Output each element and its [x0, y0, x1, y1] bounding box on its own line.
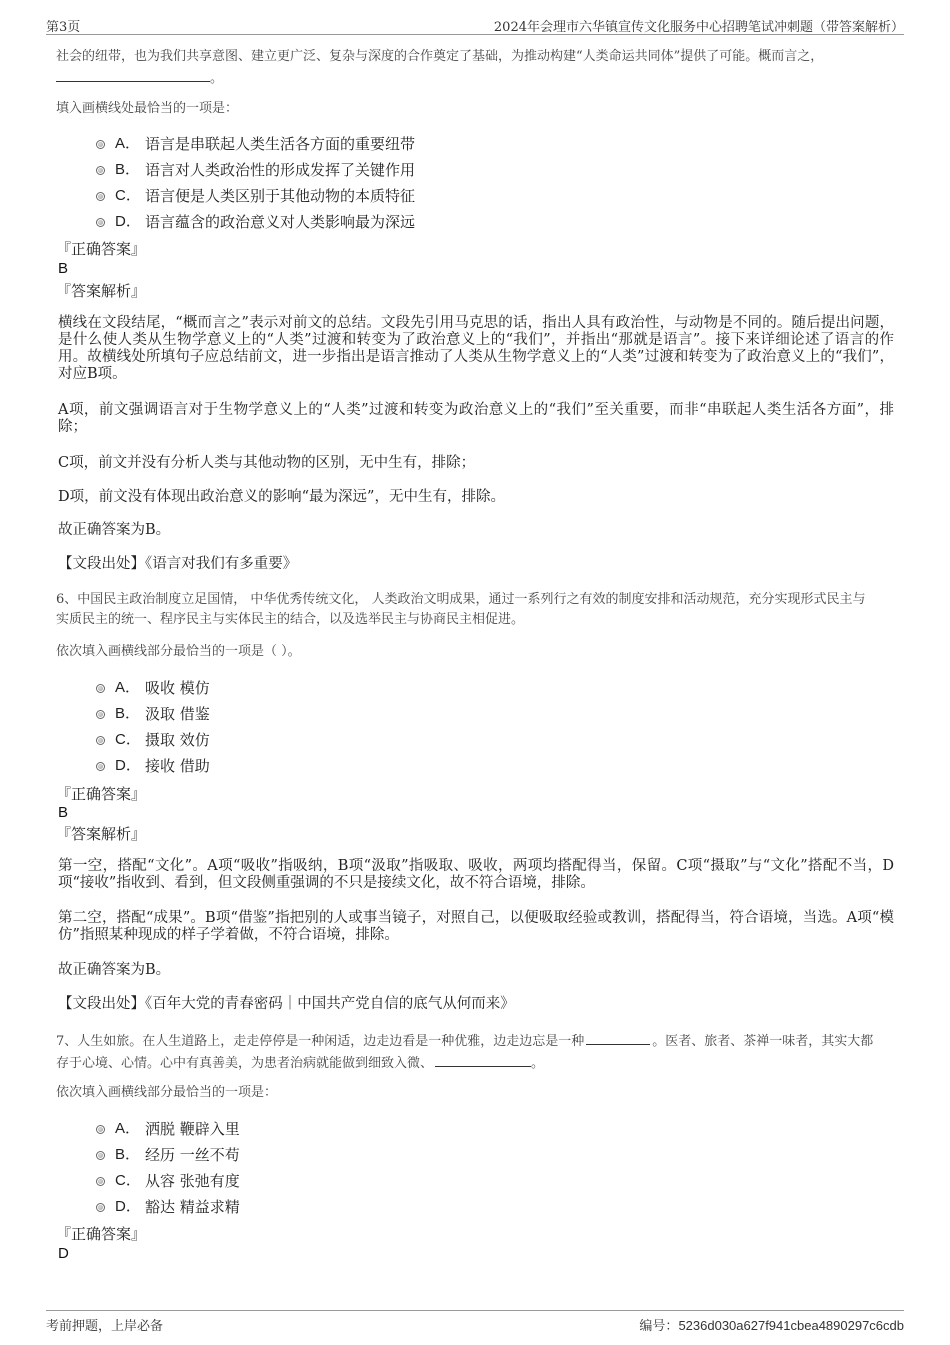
option-text: 语言蕴含的政治意义对人类影响最为深远 [145, 213, 416, 231]
radio-icon[interactable] [96, 684, 105, 693]
radio-icon[interactable] [96, 1203, 105, 1212]
q7-prompt: 依次填入画横线部分最恰当的一项是： [56, 1085, 278, 1100]
footer-code-label: 编号： [639, 1319, 679, 1334]
q5-source: 【文段出处】《语言对我们有多重要》 [58, 556, 298, 572]
option-text: 吸收 模仿 [145, 679, 210, 697]
q6-analysis-label: 『答案解析』 [56, 825, 147, 843]
option-letter: D． [115, 1198, 141, 1215]
q5-answer: B [58, 260, 69, 277]
radio-icon[interactable] [96, 166, 105, 175]
option-letter: C． [115, 731, 141, 748]
q7-blank-1 [586, 1030, 650, 1045]
option-letter: A． [115, 679, 141, 696]
q5-answer-label: 『正确答案』 [56, 240, 147, 258]
q5-analysis-label: 『答案解析』 [56, 282, 147, 300]
option-text: 语言是串联起人类生活各方面的重要纽带 [145, 135, 416, 153]
option-letter: B． [115, 705, 141, 722]
q7-stem-line2-a: 存于心境、心情。心中有真善美，为患者治病就能做到细致入微、 [56, 1056, 434, 1071]
q5-intro-line1: 社会的纽带，也为我们共享意图、建立更广泛、复杂与深度的合作奠定了基础，为推动构建“人类命运共同体”提供了可能。概而言之， [56, 49, 824, 64]
q5-analysis-5: 故正确答案为B。 [58, 522, 171, 538]
q7-stem-line2-b: 。 [531, 1056, 545, 1071]
footer-slogan: 考前押题，上岸必备 [46, 1319, 164, 1334]
page-number: 第3页 [46, 20, 81, 35]
q5-analysis-4: D项，前文没有体现出政治意义的影响“最为深远”，无中生有，排除。 [58, 489, 505, 505]
page-footer [46, 1310, 904, 1335]
q7-answer-label: 『正确答案』 [56, 1225, 147, 1243]
page-header [46, 14, 904, 35]
footer-code-value: 5236d030a627f941cbea4890297c6cdb [678, 1318, 904, 1333]
option-text: 经历 一丝不苟 [145, 1146, 240, 1164]
option-text: 汲取 借鉴 [145, 705, 210, 723]
radio-icon[interactable] [96, 736, 105, 745]
q6-source: 【文段出处】《百年大党的青春密码｜中国共产党自信的底气从何而来》 [58, 996, 515, 1012]
option-text: 接收 借助 [145, 757, 210, 775]
document-title: 2024年会理市六华镇宣传文化服务中心招聘笔试冲刺题（带答案解析） [493, 20, 904, 35]
option-text: 从容 张弛有度 [145, 1172, 240, 1190]
option-letter: D． [115, 757, 141, 774]
option-text: 洒脱 鞭辟入里 [145, 1120, 240, 1138]
option-letter: B． [115, 1146, 141, 1163]
radio-icon[interactable] [96, 1151, 105, 1160]
radio-icon[interactable] [96, 192, 105, 201]
radio-icon[interactable] [96, 710, 105, 719]
radio-icon[interactable] [96, 218, 105, 227]
q6-stem-line1: 6、中国民主政治制度立足国情， 中华优秀传统文化， 人类政治文明成果，通过一系列行之有效的制度安排和活动规范，充分实现形式民主与 [56, 592, 866, 607]
radio-icon[interactable] [96, 140, 105, 149]
q6-analysis-3: 故正确答案为B。 [58, 962, 171, 978]
option-text: 语言对人类政治性的形成发挥了关键作用 [145, 161, 416, 179]
q5-analysis-2: A项，前文强调语言对于生物学意义上的“人类”过渡和转变为政治意义上的“我们”至关重要，而非“串联起人类生活各方面”，排除； [58, 402, 894, 435]
q7-stem [56, 1030, 906, 1074]
q6-stem [56, 590, 906, 630]
q5-prompt: 填入画横线处最恰当的一项是： [56, 101, 239, 116]
q5-intro-tail: 。 [210, 71, 224, 86]
q7-stem-line1-b: 。医者、旅者、茶禅一味者，其实大都 [652, 1034, 874, 1049]
q5-blank [56, 67, 210, 82]
q6-answer-label: 『正确答案』 [56, 785, 147, 803]
option-letter: A． [115, 1120, 141, 1137]
radio-icon[interactable] [96, 762, 105, 771]
q5-intro [56, 47, 906, 89]
q5-analysis-3: C项，前文并没有分析人类与其他动物的区别，无中生有，排除； [58, 455, 476, 471]
q7-answer: D [58, 1245, 69, 1262]
radio-icon[interactable] [96, 1177, 105, 1186]
q6-stem-line2: 实质民主的统一、程序民主与实体民主的结合，以及选举民主与协商民主相促进。 [56, 612, 525, 627]
option-letter: B． [115, 161, 141, 178]
q6-answer: B [58, 804, 69, 821]
option-text: 语言便是人类区别于其他动物的本质特征 [145, 187, 416, 205]
q6-analysis-1: 第一空，搭配“文化”。A项“吸收”指吸纳，B项“汲取”指吸取、吸收，两项均搭配得当，保留。C项“摄取”与“文化”搭配不当，D项“接收”指收到、看到，但文段侧重强调的不只是接续文化，故不符合语境，排除。 [58, 858, 894, 891]
radio-icon[interactable] [96, 1125, 105, 1134]
option-letter: D． [115, 213, 141, 230]
q6-analysis-2: 第二空，搭配“成果”。B项“借鉴”指把别的人或事当镜子，对照自己，以便吸取经验或教训，搭配得当，符合语境，当选。A项“模仿”指照某种现成的样子学着做，不符合语境，排除。 [58, 910, 894, 943]
q6-prompt: 依次填入画横线部分最恰当的一项是（ ）。 [56, 644, 301, 659]
option-text: 豁达 精益求精 [145, 1198, 240, 1216]
option-letter: C． [115, 1172, 141, 1189]
q7-blank-2 [435, 1052, 531, 1067]
q7-stem-line1-a: 7、人生如旅。在人生道路上，走走停停是一种闲适，边走边看是一种优雅，边走边忘是一种 [56, 1034, 585, 1049]
option-letter: A． [115, 135, 141, 152]
q5-analysis-1: 横线在文段结尾，“概而言之”表示对前文的总结。文段先引用马克思的话，指出人具有政治性，与动物是不同的。随后提出问题，是什么使人类从生物学意义上的“人类”过渡和转变为了政治意义上的“我们”，并指出“那就是语言”。接下来详细论述了语言的作用。故横线处所填句子应总结前文，进一步指出是语言推动了人类从生物学意义上的“人类”过渡和转变为了政治意义上的“我们”，对应B项。 [58, 315, 894, 382]
option-text: 摄取 效仿 [145, 731, 210, 749]
footer-code [639, 1315, 904, 1334]
option-letter: C． [115, 187, 141, 204]
